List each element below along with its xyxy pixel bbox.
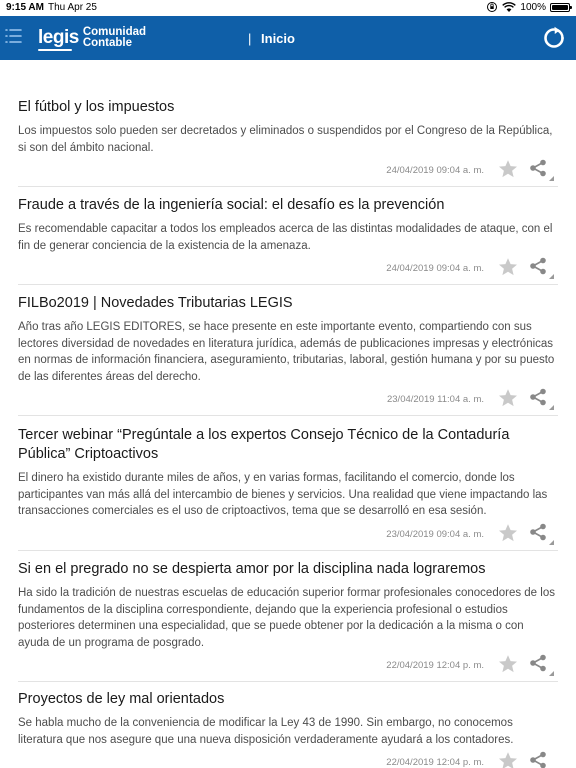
article-summary: Es recomendable capacitar a todos los empleados acerca de las distintas modalidades de ataque, con el fin de generar conciencia de la existencia de la amenaza.	[18, 223, 553, 252]
article-summary: El dinero ha existido durante miles de años, y en varias formas, facilitando el comercio, donde los participantes van más allá del intercambio de bienes y servicios. Una realidad que viene impactando las transacciones comerciales es el uso de criptoactivos, tema que se desarrolló en esa sesión.	[18, 472, 548, 517]
article-meta	[18, 156, 558, 186]
article-date: 24/04/2019 09:04 a. m.	[386, 165, 484, 176]
article-summary: Los impuestos solo pueden ser decretados y eliminados o suspendidos por el Congreso de la República, si son del ámbito nacional.	[18, 125, 553, 154]
star-icon[interactable]	[498, 159, 518, 179]
share-icon[interactable]	[528, 387, 548, 407]
status-time: 9:15 AM	[6, 2, 44, 13]
menu-list-icon[interactable]	[4, 25, 24, 47]
article-date: 22/04/2019 12:04 p. m.	[386, 757, 484, 768]
article-meta	[18, 651, 558, 681]
star-icon[interactable]	[498, 257, 518, 277]
article-date: 24/04/2019 09:04 a. m.	[386, 263, 484, 274]
article-title[interactable]: Si en el pregrado no se despierta amor por la disciplina nada lograremos	[18, 561, 486, 577]
share-icon[interactable]	[528, 653, 548, 673]
article-summary: Ha sido la tradición de nuestras escuelas de educación superior formar profesionales conocedores de los fundamentos de la disciplina correspondiente, dejando que la experiencia profesional o estudios posteriores determinen una especialidad, que se puede obtener por la dedicación a la misma o con ayuda de un programa de posgrado.	[18, 587, 555, 649]
article-card[interactable]	[18, 690, 558, 768]
article-card[interactable]	[18, 426, 558, 551]
article-feed[interactable]	[0, 60, 576, 768]
article-meta	[18, 254, 558, 284]
star-icon[interactable]	[498, 654, 518, 674]
app-header	[0, 16, 576, 60]
article-title[interactable]: Tercer webinar “Pregúntale a los expertos Consejo Técnico de la Contaduría Pública” Criptoactivos	[18, 427, 510, 462]
brand-logo	[38, 25, 146, 51]
status-date: Thu Apr 25	[48, 2, 97, 13]
article-meta	[18, 520, 558, 550]
battery-icon	[550, 3, 570, 12]
page-title	[248, 31, 295, 46]
status-bar	[0, 0, 576, 16]
title-separator: |	[248, 31, 252, 46]
article-meta	[18, 385, 558, 415]
article-summary: Año tras año LEGIS EDITORES, se hace presente en este importante evento, compartiendo con sus lectores diversidad de novedades en literatura jurídica, además de publicaciones impresas y electrónicas en normas de información financiera, aseguramiento, tributarias, laboral, gestión humana y por su puesto de las diferentes áreas del derecho.	[18, 321, 555, 383]
share-icon[interactable]	[528, 158, 548, 178]
article-meta	[18, 748, 558, 768]
star-icon[interactable]	[498, 388, 518, 408]
page-title-text: Inicio	[261, 31, 295, 46]
article-card[interactable]	[18, 560, 558, 682]
article-card[interactable]	[18, 196, 558, 285]
wifi-icon	[502, 2, 516, 13]
share-icon[interactable]	[528, 522, 548, 542]
article-card[interactable]	[18, 294, 558, 416]
article-title[interactable]: El fútbol y los impuestos	[18, 99, 175, 115]
share-icon[interactable]	[528, 256, 548, 276]
brand-name: legis	[38, 28, 79, 48]
article-title[interactable]: Fraude a través de la ingeniería social: el desafío es la prevención	[18, 197, 445, 213]
article-title[interactable]: FILBo2019 | Novedades Tributarias LEGIS	[18, 295, 293, 311]
orientation-lock-icon	[486, 1, 498, 13]
refresh-icon[interactable]	[542, 26, 566, 50]
article-date: 23/04/2019 09:04 a. m.	[386, 528, 484, 540]
article-card[interactable]	[18, 98, 558, 187]
star-icon[interactable]	[498, 523, 518, 543]
star-icon[interactable]	[498, 751, 518, 768]
share-icon[interactable]	[528, 750, 548, 768]
article-date: 22/04/2019 12:04 p. m.	[386, 660, 484, 671]
article-title[interactable]: Proyectos de ley mal orientados	[18, 691, 225, 707]
brand-subtitle: Comunidad Contable	[82, 26, 147, 49]
article-summary: Se habla mucho de la conveniencia de modificar la Ley 43 de 1990. Sin embargo, no conocemos literatura que nos asegure que una nueva disposición verdaderamente ayudará a los contadores.	[18, 717, 514, 746]
status-right	[486, 1, 570, 13]
article-date: 23/04/2019 11:04 a. m.	[386, 394, 484, 405]
battery-percent: 100%	[520, 1, 546, 13]
